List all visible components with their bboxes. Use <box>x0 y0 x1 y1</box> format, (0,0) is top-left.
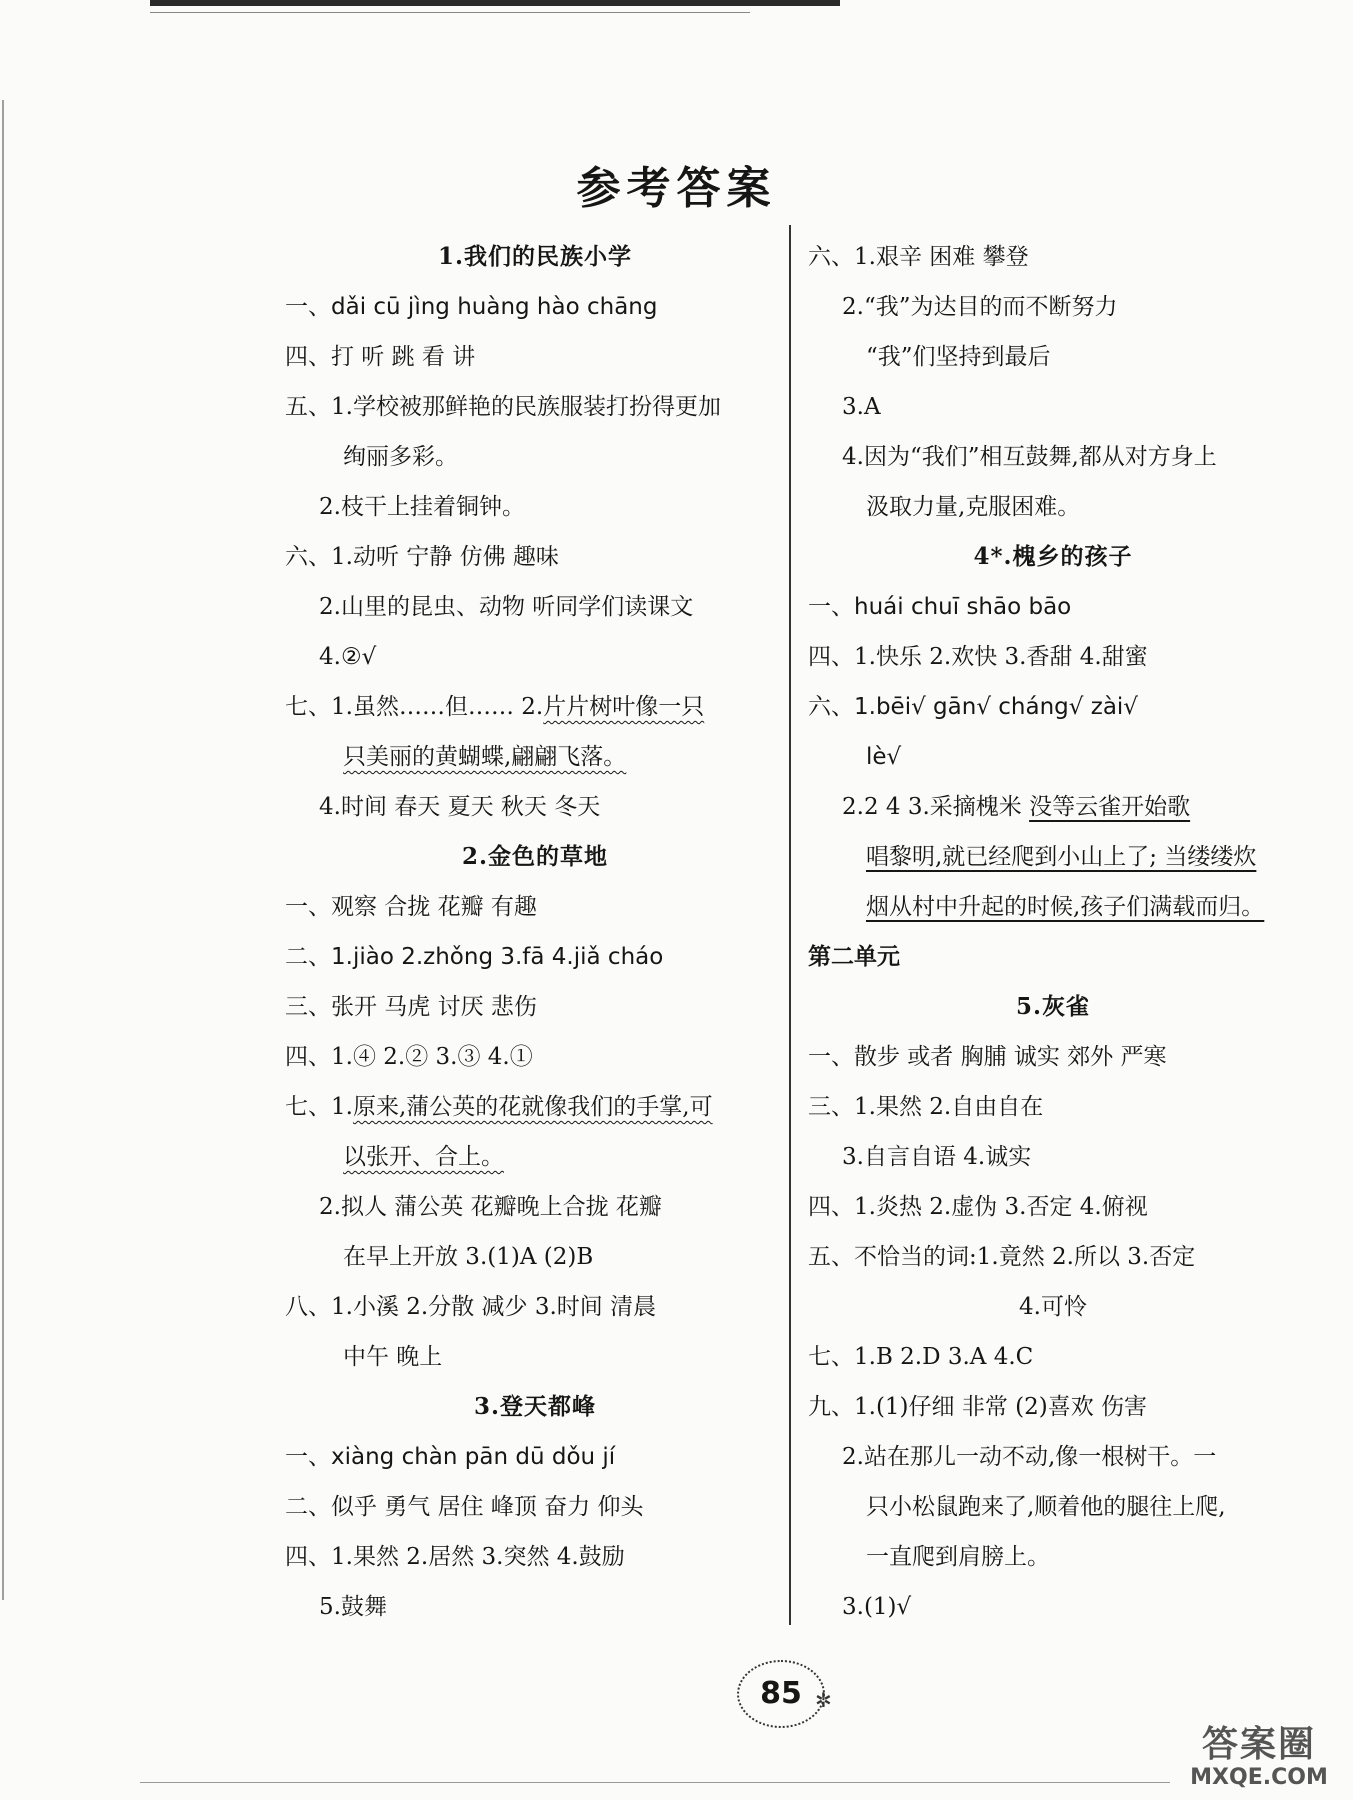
answer-line: 四、1.快乐 2.欢快 3.香甜 4.甜蜜 <box>808 644 1148 670</box>
underlined-answer: 烟从村中升起的时候,孩子们满载而归。 <box>866 894 1265 920</box>
answer-line <box>285 1132 785 1182</box>
answer-line: 三、1.果然 2.自由自在 <box>808 1094 1044 1120</box>
answer-line: 2.枝干上挂着铜钟。 <box>319 494 525 520</box>
answer-line: 五、不恰当的词:1.竟然 2.所以 3.否定 <box>808 1244 1196 1270</box>
answer-line: 三、张开 马虎 讨厌 悲伤 <box>285 994 537 1020</box>
section-heading: 2.金色的草地 <box>461 843 608 870</box>
top-rule <box>150 0 840 6</box>
answer-line <box>285 732 785 782</box>
unit-heading: 第二单元 <box>808 943 900 970</box>
answer-line: 绚丽多彩。 <box>343 444 458 470</box>
answer-line: 四、打 听 跳 看 讲 <box>285 344 476 370</box>
answer-line: 2.拟人 蒲公英 花瓣晚上合拢 花瓣 <box>319 1194 662 1220</box>
answer-line: 六、1.艰辛 困难 攀登 <box>808 244 1029 270</box>
bottom-rule <box>140 1782 1170 1783</box>
answer-line: 七、1.B 2.D 3.A 4.C <box>808 1344 1034 1370</box>
page-title: 参考答案 <box>576 163 777 214</box>
top-rule-thin <box>150 12 750 13</box>
wavy-underlined-answer: 只美丽的黄蝴蝶,翩翩飞落。 <box>343 744 627 770</box>
wavy-underlined-answer: 片片树叶像一只 <box>543 694 705 720</box>
section-heading: 1.我们的民族小学 <box>437 243 632 270</box>
answer-line: 二、1.jiào 2.zhǒng 3.fā 4.jiǎ cháo <box>285 944 664 970</box>
answer-line: 一、散步 或者 胸脯 诚实 郊外 严寒 <box>808 1044 1167 1070</box>
answer-line <box>808 882 1298 932</box>
answer-line: 4.可怜 <box>1019 1294 1087 1320</box>
answer-line: 4.②√ <box>319 644 377 670</box>
answer-line: 二、似乎 勇气 居住 峰顶 奋力 仰头 <box>285 1494 644 1520</box>
answer-line: 3.自言自语 4.诚实 <box>842 1144 1032 1170</box>
answer-line: “我”们坚持到最后 <box>866 344 1051 370</box>
answer-line <box>808 832 1298 882</box>
watermark-top: 答案圈 <box>1201 1724 1316 1765</box>
answer-line: 4.因为“我们”相互鼓舞,都从对方身上 <box>842 444 1217 470</box>
answer-line: 2.“我”为达目的而不断努力 <box>842 294 1118 320</box>
answer-line: 八、1.小溪 2.分散 减少 3.时间 清晨 <box>285 1294 657 1320</box>
answer-line: 在早上开放 3.(1)A (2)B <box>343 1244 594 1270</box>
section-heading: 5.灰雀 <box>1015 993 1090 1020</box>
answer-line: 一、xiàng chàn pān dū dǒu jí <box>285 1444 616 1470</box>
page-edge <box>2 100 4 1600</box>
section-heading: 3.登天都峰 <box>473 1393 596 1420</box>
answer-line: 六、1.动听 宁静 仿佛 趣味 <box>285 544 559 570</box>
answer-line: 一、观察 合拢 花瓣 有趣 <box>285 894 537 920</box>
wavy-underlined-answer: 原来,蒲公英的花就像我们的手掌,可 <box>352 1094 713 1120</box>
underlined-answer: 唱黎明,就已经爬到小山上了; 当缕缕炊 <box>866 844 1257 870</box>
answer-line: 四、1.果然 2.居然 3.突然 4.鼓励 <box>285 1544 625 1570</box>
answer-line: 四、1.炎热 2.虚伪 3.否定 4.俯视 <box>808 1194 1148 1220</box>
answer-line: lè√ <box>866 744 902 770</box>
page-number: 85 <box>737 1660 825 1728</box>
answer-line: 四、1.④ 2.② 3.③ 4.① <box>285 1044 533 1070</box>
answer-line: 一、dǎi cū jìng huàng hào chāng <box>285 294 658 320</box>
answer-line: 4.时间 春天 夏天 秋天 冬天 <box>319 794 601 820</box>
answer-line: 七、1.原来,蒲公英的花就像我们的手掌,可 <box>285 1094 713 1120</box>
decorative-star-icon: ✲ <box>815 1688 832 1712</box>
answer-line: 只小松鼠跑来了,顺着他的腿往上爬, <box>866 1494 1226 1520</box>
left-column <box>285 232 785 1632</box>
watermark-logo <box>1170 1725 1348 1797</box>
wavy-underlined-answer: 以张开、合上。 <box>343 1144 504 1170</box>
answer-line: 九、1.(1)仔细 非常 (2)喜欢 伤害 <box>808 1394 1148 1420</box>
section-heading: 4*.槐乡的孩子 <box>973 543 1133 570</box>
answer-line: 3.(1)√ <box>842 1594 912 1620</box>
watermark-bottom: MXQE.COM <box>1190 1765 1328 1790</box>
answer-line: 一直爬到肩膀上。 <box>866 1544 1050 1570</box>
answer-line: 汲取力量,克服困难。 <box>866 494 1081 520</box>
answer-line: 一、huái chuī shāo bāo <box>808 594 1072 620</box>
answer-line: 2.2 4 3.采摘槐米 没等云雀开始歌 <box>842 794 1191 820</box>
answer-line: 3.A <box>842 394 881 420</box>
answer-line: 六、1.bēi√ gān√ cháng√ zài√ <box>808 694 1138 720</box>
answer-line: 七、1.虽然……但…… 2.片片树叶像一只 <box>285 694 705 720</box>
answer-line: 2.站在那儿一动不动,像一根树干。一 <box>842 1444 1217 1470</box>
answer-line: 2.山里的昆虫、动物 听同学们读课文 <box>319 594 694 620</box>
column-divider <box>789 225 791 1625</box>
underlined-answer: 没等云雀开始歌 <box>1029 794 1191 820</box>
right-column <box>808 232 1298 1632</box>
answer-line: 五、1.学校被那鲜艳的民族服装打扮得更加 <box>285 394 721 420</box>
answer-line: 中午 晚上 <box>343 1344 443 1370</box>
answer-line: 5.鼓舞 <box>319 1594 387 1620</box>
